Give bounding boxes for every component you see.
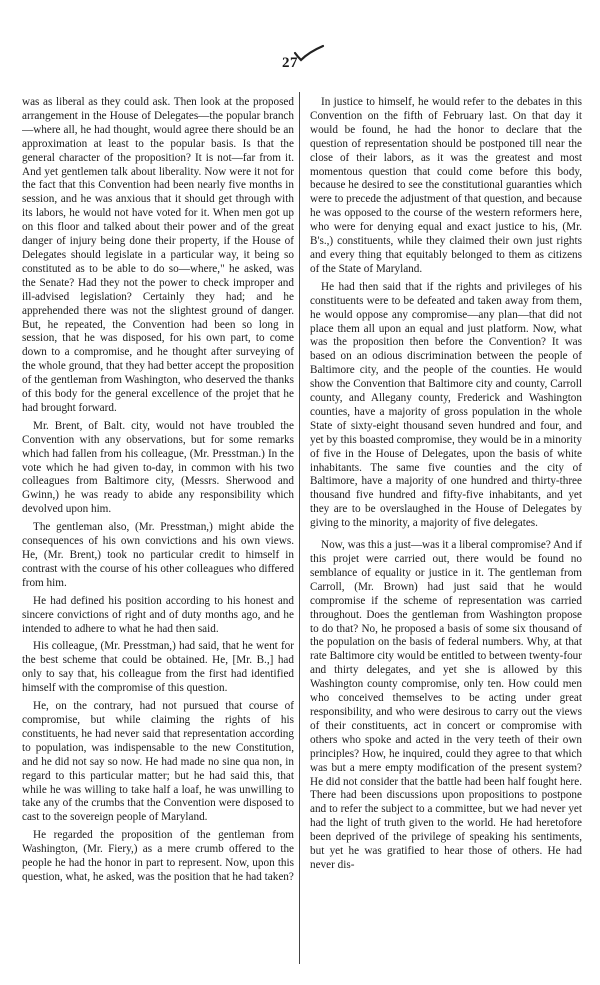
paragraph: In justice to himself, he would refer to the debates in this Convention on the fifth of February last. On that day it would be found, he had the honor to declare that the question of representation should be postponed till near the close of their labors, as it was the greatest and most momentous question that could come before this body, because he desired to see the constitutional guaranties which were to precede the adjustment of that question, and because he was opposed to the course of the western reformers here, who were for denying equal and exact justice to his, (Mr. B's.,) constituents, while they claimed their own just rights and every thing that equitably belonged to them as citizens of the State of Maryland.	[310, 96, 582, 275]
paragraph: He, on the contrary, had not pursued that course of compromise, but while claiming the rights of his constituents, he had never said that representation according to population, was indispensable to the new Constitution, and he did not say so now. He had made no sine qua non, in regard to this particular matter; but he had said this, that while he was willing to take half a loaf, he was unwilling to take any of the crumbs that the Convention were disposed to cast to the sovereign people of Maryland.	[22, 700, 294, 824]
paragraph: Mr. Brent, of Balt. city, would not have troubled the Convention with any observations, but for some remarks which had fallen from his colleague, (Mr. Presstman.) In the vote which he had given to-day, in common with his two colleagues from Baltimore city, (Messrs. Sherwood and Gwinn,) he was ready to abide any responsibility which devolved upon him.	[22, 419, 294, 516]
paragraph: He had then said that if the rights and privileges of his constituents were to be defeated and taken away from them, he would oppose any compromise—any plan—that did not place them all upon an equal and just platform. Now, what was the proposition then before the Convention? It was based on an odious discrimination between the people of Baltimore city, and the people of the counties. He would show the Convention that Baltimore city and county, Carroll county, and Allegany county, Frederick and Washington counties, have a majority of gross population in the whole State of sixty-eight thousand seven hundred and four, and yet by this boasted compromise, they would be in a minority of five in the House of Delegates, upon the basis of white inhabitants. The same five counties and the city of Baltimore, have a majority of one hundred and thirty-three thousand five hundred and fifty-five inhabitants, and yet they are to be overslaughed in the House of Delegates by giving to the minority, a majority of five delegates.	[310, 280, 582, 530]
left-column	[22, 96, 294, 976]
column-divider	[299, 92, 300, 964]
paragraph: was as liberal as they could ask. Then look at the proposed arrangement in the House of Delegates—the popular branch—where all, he had thought, would agree there should be an approximation at least to the popular basis. Is that the general character of the proposition? It is not—far from it. And yet gentlemen talk about liberality. Now were it not for the fact that this Convention had been nearly five months in session, and he was anxious that it should get through with its labors, he would not have voted for it. When men got up on this floor and talked about their power and of the great danger of injury being done their property, if the House of Delegates should legislate in a particular way, it being so constituted as to be able to do so—where," he asked, was the Senate? Had they not the power to check improper and ill-advised legislation? Certainly they had; and he apprehended there was not the slightest ground of danger. But, he repeated, the Convention had been so long in session, that he was disposed, for his own part, to come down to a compromise, and he thought after surveying of the whole ground, that they had better accept the proposition of the gentleman from Washington, who deserved the thanks of this body for the general excellence of the projet that he had brought forward.	[22, 96, 294, 414]
paragraph: He regarded the proposition of the gentleman from Washington, (Mr. Fiery,) as a mere crumb offered to the people he had the honor in part to represent. Now, upon this question, what, he asked, was the position that he had taken?	[22, 829, 294, 883]
paragraph: His colleague, (Mr. Presstman,) had said, that he went for the best scheme that could be obtained. He, [Mr. B.,] had only to say that, his colleague from the first had identified himself with the compromise of this question.	[22, 640, 294, 695]
check-mark-icon	[293, 44, 325, 62]
paragraph: The gentleman also, (Mr. Presstman,) might abide the consequences of his own convictions and his own views. He, (Mr. Brent,) took no particular credit to himself in contrast with the course of his other colleagues who differed from him.	[22, 521, 294, 589]
paragraph: He had defined his position according to his honest and sincere convictions of right and of duty months ago, and he intended to adhere to what he had then said.	[22, 594, 294, 635]
paragraph: Now, was this a just—was it a liberal compromise? And if this projet were carried out, there would be found no semblance of equality or justice in it. The gentleman from Carroll, (Mr. Brown) had just said that he would compromise if the scheme of representation was carried throughout. Does the gentleman from Washington propose to do that? No, he proposed a basis of some six thousand of the population on the basis of federal numbers. Why, at that rate Baltimore city would be entitled to between twenty-four and thirty delegates, and yet she is allowed by this Washington county compromise, only ten. How could men who conceived themselves to be acting under great responsibility, and who were desirous to carry out the views of their constituents, act in concert or compromise with others who spoke and acted in the very teeth of their own principles? How, he inquired, could they agree to that which was but a mere empty modification of the present system? He did not consider that the battle had been half fought here. There had been discussions upon propositions to postpone and to refer the subject to a committee, but we had never yet had the light of truth given to the world. He had heretofore been deprived of the privilege of speaking his sentiments, but yet he was gratified to hear those of others. He had never dis-	[310, 539, 582, 871]
right-column	[310, 96, 582, 976]
page-number: 27	[282, 55, 298, 71]
